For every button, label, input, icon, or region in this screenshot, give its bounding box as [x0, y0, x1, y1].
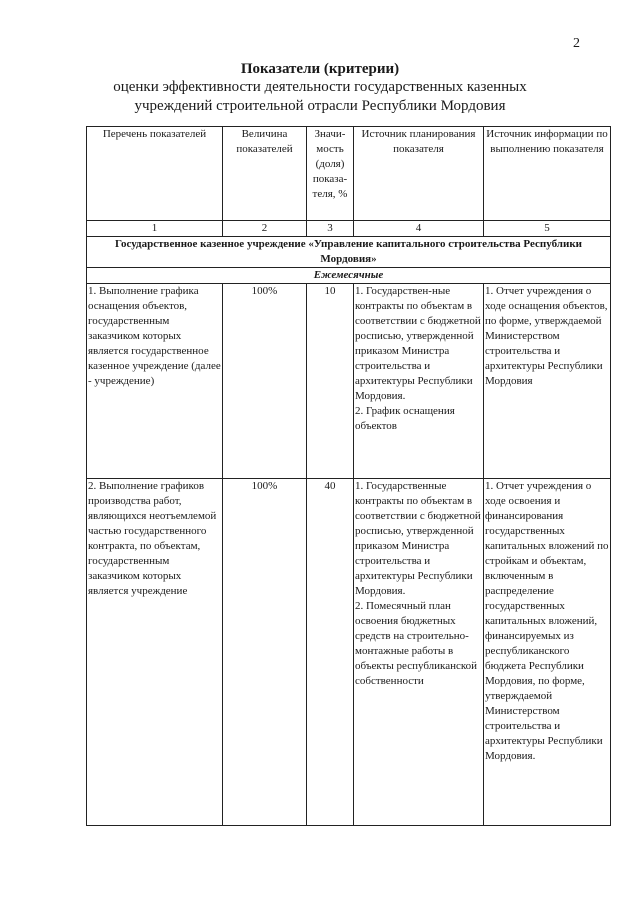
- planning-source-item: 2. График оснащения объектов: [355, 405, 455, 432]
- header-indicator-list: Перечень показателей: [87, 127, 223, 221]
- header-indicator-weight: Значи-мость (доля) показа-теля, %: [307, 127, 354, 221]
- column-number: 4: [354, 221, 484, 237]
- header-indicator-value: Величина показателей: [223, 127, 307, 221]
- group-row: [87, 237, 611, 268]
- planning-source-item: 1. Государствен-ные контракты по объектам в соответствии с бюджетной росписью, утвержденной приказом Министра строительства и архитектуры Республики Мордовия.: [355, 285, 481, 402]
- planning-source-cell: [354, 479, 484, 826]
- title-sub-line-1: оценки эффективности деятельности государственных казенных: [113, 79, 527, 95]
- header-planning-source: Источник планирования показателя: [354, 127, 484, 221]
- planning-source-item: 2. Помесячный план освоения бюджетных средств на строительно-монтажные работы в объекты республиканской собственности: [355, 600, 478, 687]
- subgroup-title: Ежемесячные: [87, 268, 611, 284]
- info-source-cell: 1. Отчет учреждения о ходе оснащения объектов, по форме, утверждаемой Министерством строительства и архитектуры Республики Мордовия: [484, 284, 611, 479]
- header-info-source: Источник информации по выполнению показателя: [484, 127, 611, 221]
- table-row: [87, 284, 611, 479]
- weight-cell: 40: [307, 479, 354, 826]
- indicators-table: [86, 126, 611, 826]
- column-number: 1: [87, 221, 223, 237]
- value-cell: 100%: [223, 284, 307, 479]
- weight-cell: 10: [307, 284, 354, 479]
- document-title: [0, 60, 640, 116]
- column-number: 2: [223, 221, 307, 237]
- info-source-cell: 1. Отчет учреждения о ходе освоения и финансирования государственных капитальных вложений по стройкам и объектам, включенным в распределение государственных капитальных вложений, финансируемых из республиканского бюджета Республики Мордовия, по форме, утверждаемой Министерством строительства и архитектуры Республики Мордовия.: [484, 479, 611, 826]
- column-number: 5: [484, 221, 611, 237]
- page-number: 2: [573, 36, 580, 51]
- planning-source-cell: [354, 284, 484, 479]
- indicator-cell: 1. Выполнение графика оснащения объектов, государственным заказчиком которых является государственное казенное учреждение (далее - учреждение): [87, 284, 223, 479]
- column-number: 3: [307, 221, 354, 237]
- column-numbers-row: [87, 221, 611, 237]
- subgroup-row: [87, 268, 611, 284]
- group-title: Государственное казенное учреждение «Управление капитального строительства Республики Мордовия»: [87, 237, 611, 268]
- table-header-row: [87, 127, 611, 221]
- table-row: [87, 479, 611, 826]
- title-sub-line-2: учреждений строительной отрасли Республики Мордовия: [134, 98, 506, 114]
- indicator-cell: 2. Выполнение графиков производства работ, являющихся неотъемлемой частью государственного контракта, по объектам, государственным заказчиком которых является учреждение: [87, 479, 223, 826]
- title-main: Показатели (критерии): [240, 61, 400, 77]
- planning-source-item: 1. Государственные контракты по объектам в соответствии с бюджетной росписью, утвержденной приказом Министра строительства и архитектуры Республики Мордовия.: [355, 480, 481, 597]
- value-cell: 100%: [223, 479, 307, 826]
